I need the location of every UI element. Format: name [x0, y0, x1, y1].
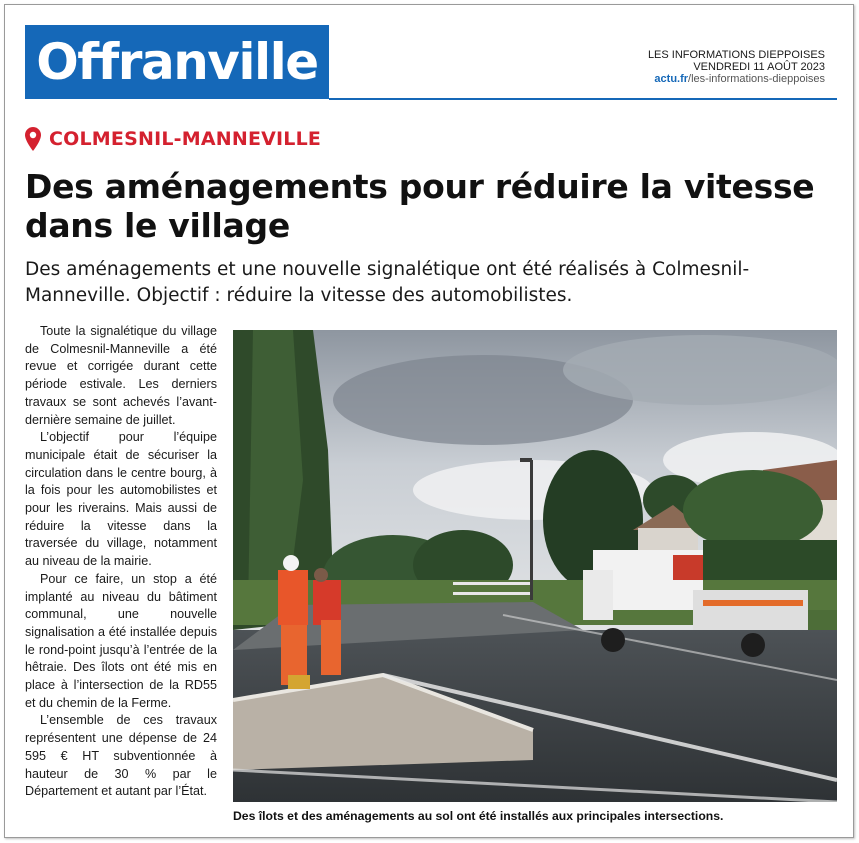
body-paragraph: L’ensemble de ces travaux représentent une dépense de 24 595 € HT subventionnée à hauteur de 30 % par le Département et autant par l’État. [25, 713, 217, 799]
photo-caption: Des îlots et des aménagements au sol ont été installés aux principales intersections. [233, 809, 724, 823]
source-url-path: /les-informations-dieppoises [688, 73, 825, 85]
location-label: COLMESNIL-MANNEVILLE [49, 128, 322, 150]
body-paragraph: Pour ce faire, un stop a été implanté au niveau du bâtiment communal, une nouvelle signalisation a été installée depuis le rond-point jusqu’à l’entrée de la hêtraie. Des îlots ont été mis en place à l’intersection de la RD55 et du chemin de la Ferme. [25, 571, 217, 710]
body-paragraph: L’objectif pour l’équipe municipale était de sécuriser la circulation dans le centre bourg, à la fois pour les automobilistes et pour les riverains. Mais aussi de réduire la vitesse dans la traversée du village, notamment au niveau de la mairie. [25, 430, 217, 569]
section-banner [25, 25, 329, 99]
section-title: Offranville [36, 33, 318, 91]
map-pin-icon [25, 127, 41, 151]
source-url-domain: actu.fr [654, 73, 689, 85]
publication-date: VENDREDI 11 AOÛT 2023 [693, 61, 825, 73]
article-lede: Des aménagements et une nouvelle signalétique ont été réalisés à Colmesnil-Manneville. Objectif : réduire la vitesse des automobilistes. [25, 259, 750, 306]
photo-illustration [233, 330, 837, 802]
source-url[interactable] [648, 73, 825, 85]
article-photo [233, 330, 837, 802]
source-info [648, 49, 825, 85]
header-rule [329, 98, 837, 100]
article-headline: Des aménagements pour réduire la vitesse dans le village [25, 167, 815, 245]
publication-name: LES INFORMATIONS DIEPPOISES [647, 49, 825, 61]
location-tag [25, 127, 321, 151]
article-body [25, 323, 217, 801]
body-paragraph: Toute la signalétique du village de Colmesnil-Manneville a été revue et corrigée durant cette période estivale. Les derniers travaux se sont achevés l’avant-dernière semaine de juillet. [25, 324, 217, 427]
